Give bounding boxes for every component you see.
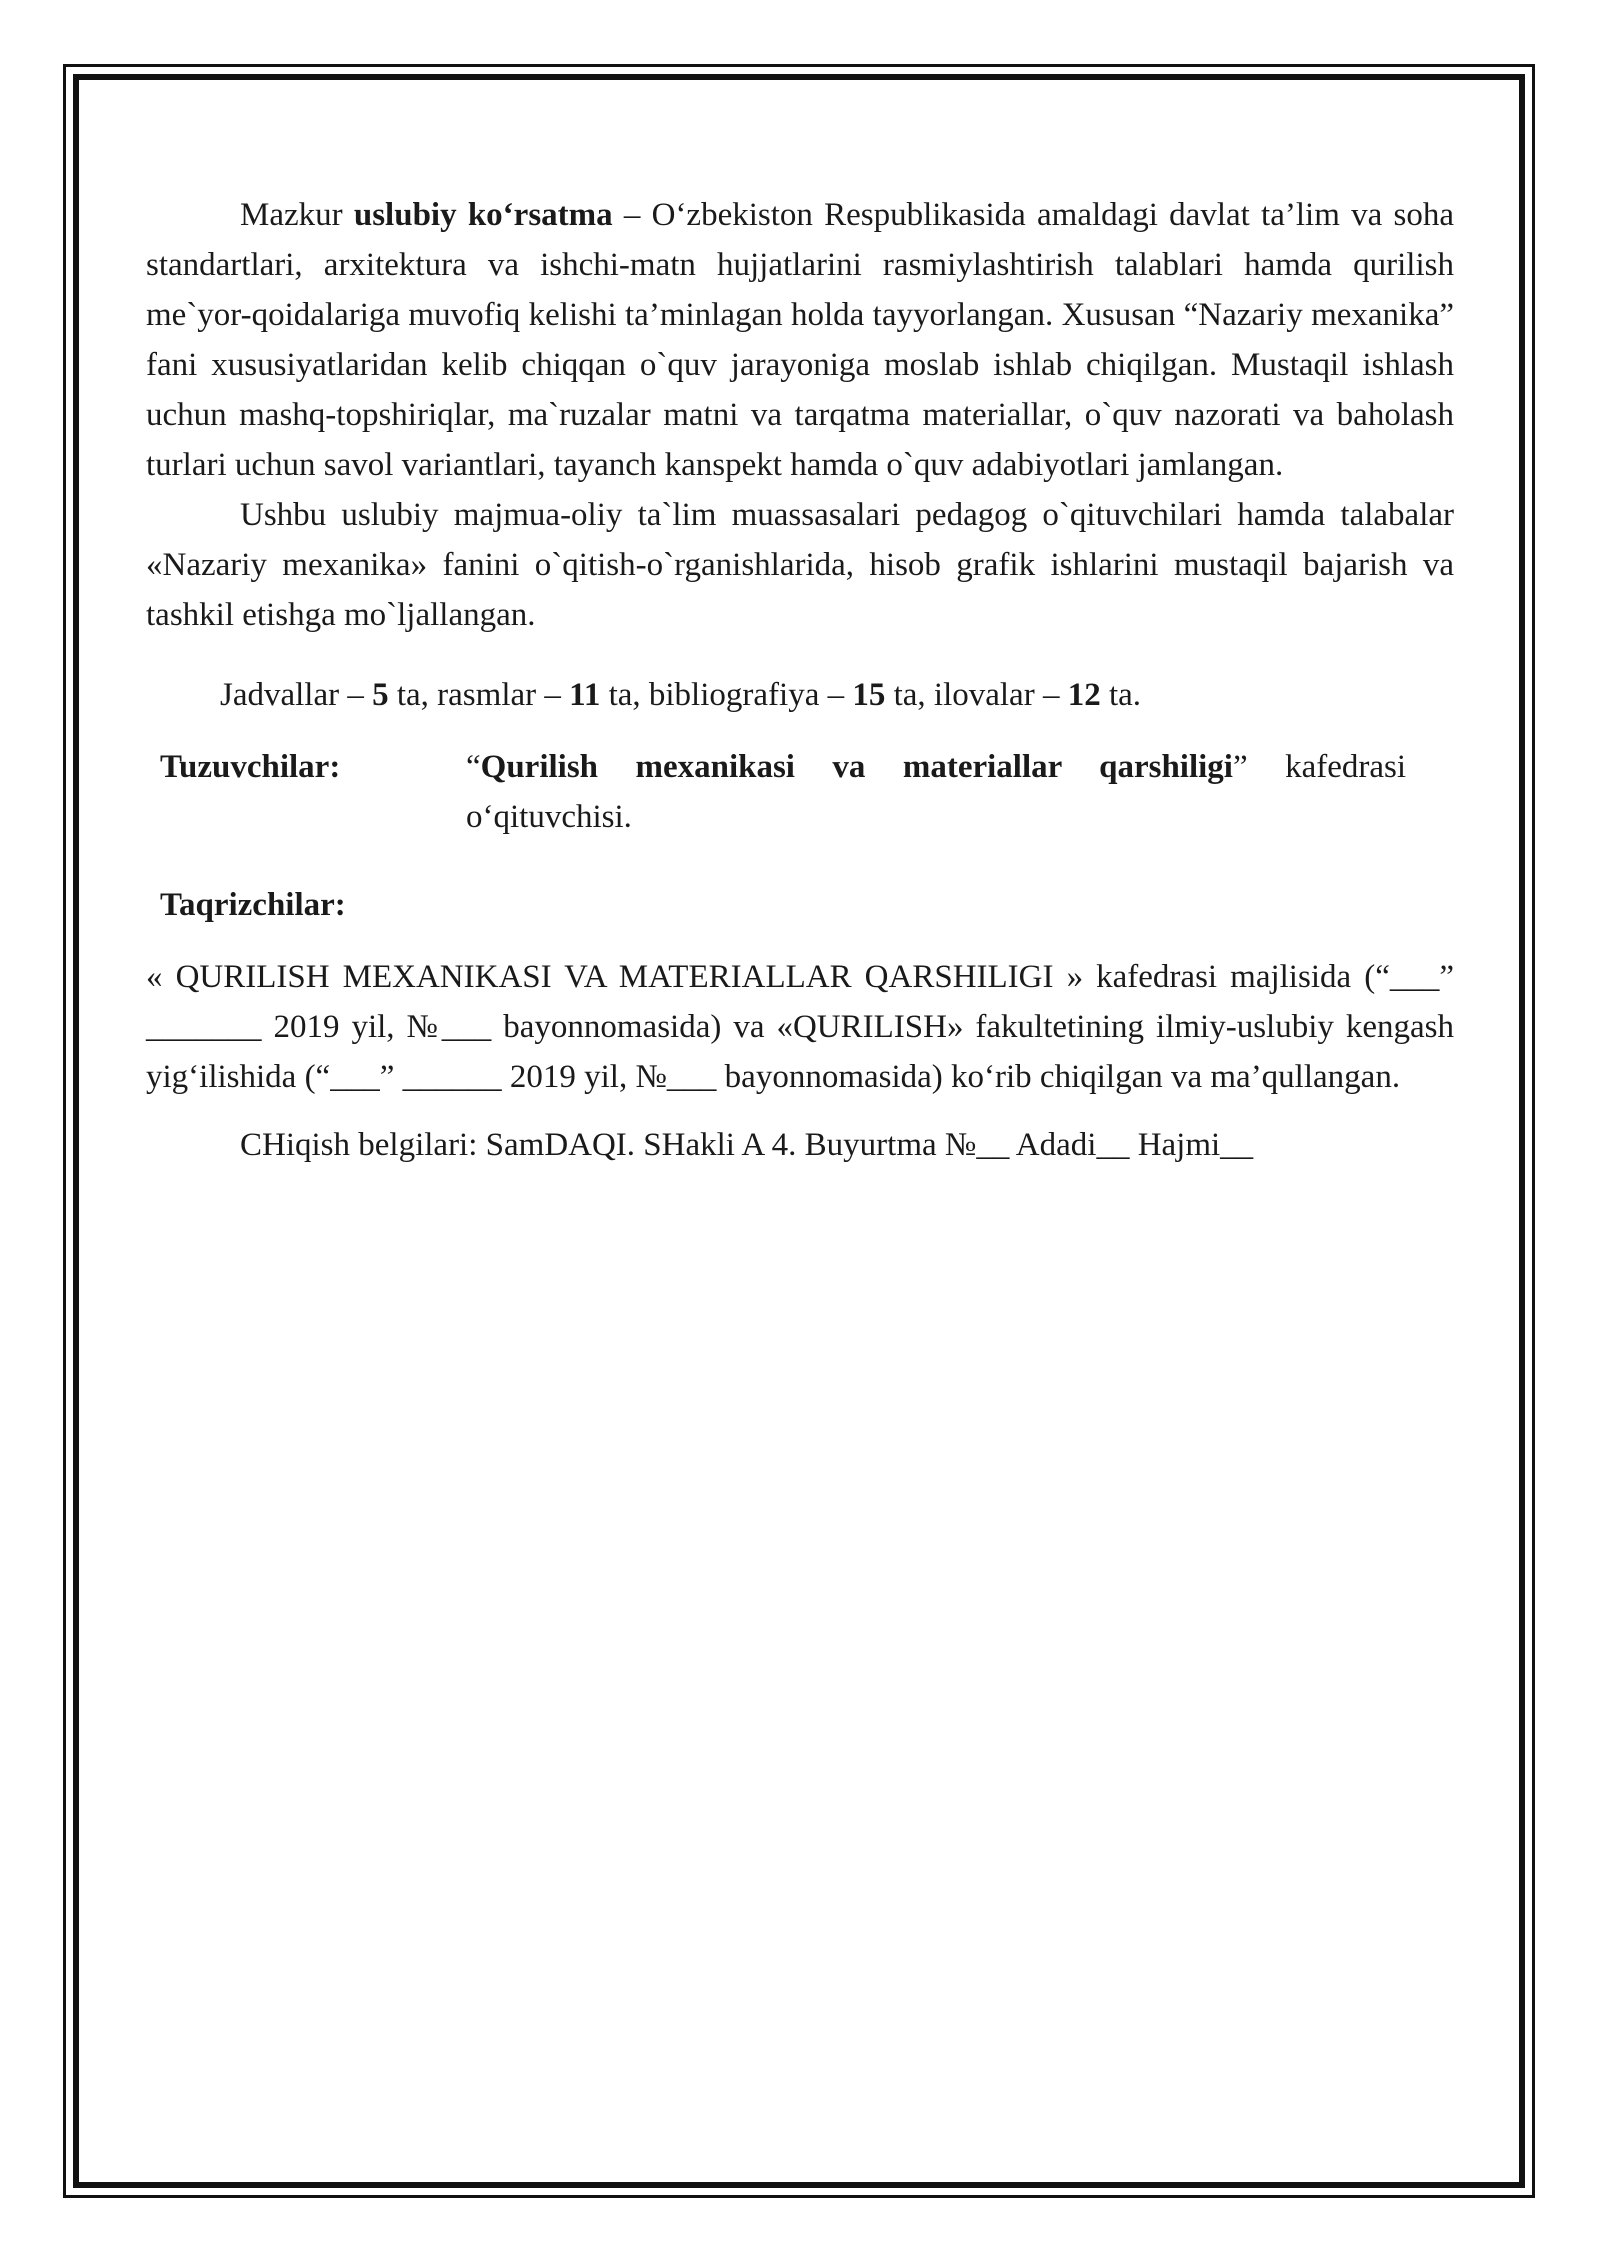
- appendix-count: 12: [1067, 677, 1101, 713]
- authors-quote-open: “: [466, 749, 481, 785]
- intro-lead: Mazkur: [240, 197, 354, 233]
- images-label: ta, rasmlar –: [388, 677, 570, 713]
- authors-rest: kafedrasi o‘qituvchisi.: [466, 749, 1407, 835]
- authors-label: Tuzuvchilar:: [160, 749, 341, 785]
- authors-quote-close: ”: [1232, 749, 1248, 785]
- output-info: CHiqish belgilari: SamDAQI. SHakli A 4. Buyurtma №__ Adadi__ Hajmi__: [240, 1127, 1254, 1163]
- images-count: 11: [569, 677, 601, 713]
- authors-department: Qurilish mexanikasi va materiallar qarshiligi: [480, 749, 1233, 785]
- authors-value: [466, 742, 1406, 842]
- intro-text: – O‘zbekiston Respublikasida amaldagi davlat ta’lim va soha standartlari, arxitektura va ishchi-matn hujjatlarini rasmiylashtirish talablari hamda qurilish me`yor-qoidalariga muvofiq kelishi ta’minlagan holda tayyorlangan. Xususan “Nazariy mexanika” fani xususiyatlaridan kelib chiqqan o`quv jarayoniga moslab ishlab chiqilgan. Mustaqil ishlash uchun mashq-topshiriqlar, ma`ruzalar matni va tarqatma materiallar, o`quv nazorati va baholash turlari uchun savol variantlari, tayanch kanspekt hamda o`quv adabiyotlari jamlangan.: [146, 197, 1454, 483]
- biblio-label: ta, bibliografiya –: [600, 677, 853, 713]
- intro-paragraph: [146, 190, 1454, 490]
- biblio-count: 15: [852, 677, 886, 713]
- document-body: [146, 190, 1454, 1170]
- tables-count: 5: [372, 677, 389, 713]
- appendix-label: ta, ilovalar –: [885, 677, 1068, 713]
- reviewers-label: Taqrizchilar:: [160, 887, 346, 923]
- stats-line: [220, 670, 1454, 720]
- authors-row: [146, 742, 1454, 842]
- stats-tail: ta.: [1100, 677, 1142, 713]
- tables-label: Jadvallar –: [220, 677, 373, 713]
- intro-bold-term: uslubiy ko‘rsatma: [353, 197, 613, 233]
- approval-paragraph: « QURILISH MEXANIKASI VA MATERIALLAR QARSHILIGI » kafedrasi majlisida (“___” _______ 2019 yil, №___ bayonnomasida) va «QURILISH» fakultetining ilmiy-uslubiy kengash yig‘ilishida (“___” ______ 2019 yil, №___ bayonnomasida) ko‘rib chiqilgan va ma’qullangan.: [146, 959, 1454, 1095]
- purpose-paragraph: Ushbu uslubiy majmua-oliy ta`lim muassasalari pedagog o`qituvchilari hamda talabalar «Nazariy mexanika» fanini o`qitish-o`rganishlarida, hisob grafik ishlarini mustaqil bajarish va tashkil etishga mo`ljallangan.: [146, 497, 1454, 633]
